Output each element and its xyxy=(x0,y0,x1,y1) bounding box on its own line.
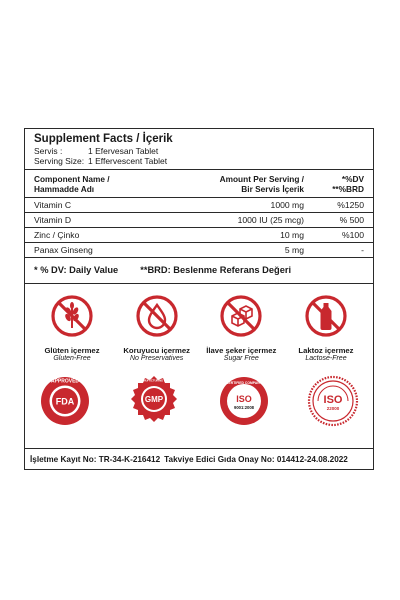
icon-title: Koruyucu içermez xyxy=(123,346,190,355)
table-header xyxy=(25,170,373,198)
iso-9001-badge xyxy=(218,375,270,427)
fda-text: FDA xyxy=(55,396,75,407)
serving-en xyxy=(34,156,364,166)
gmp-text: GMP xyxy=(145,395,164,404)
col-amount-line1: Amount Per Serving / xyxy=(219,174,304,184)
serving-en-label: Serving Size: xyxy=(34,156,85,166)
iso-22000-badge xyxy=(307,375,359,427)
sugar-cubes-icon xyxy=(219,294,263,338)
icon-title: Laktoz içermez xyxy=(298,346,354,355)
row-dv: %1250 xyxy=(337,200,364,210)
certification-badges xyxy=(25,363,373,427)
iso9001-text: ISO xyxy=(235,394,252,404)
serving-tr-value: 1 Efervesan Tablet xyxy=(88,146,159,156)
iso22000-text: ISO xyxy=(323,394,343,406)
label-title: Supplement Facts / İçerik xyxy=(34,133,173,145)
serving-tr-label: Servis : xyxy=(34,146,63,156)
gmp-badge xyxy=(128,375,180,427)
row-name: Panax Ginseng xyxy=(34,245,93,255)
legend-brd: **BRD: Beslenme Referans Değeri xyxy=(140,265,292,275)
row-amount: 5 mg xyxy=(284,245,304,255)
row-dv: - xyxy=(361,245,364,255)
col-dv-line1: *%DV xyxy=(341,174,364,184)
fda-approved-badge xyxy=(39,375,91,427)
approval-no: Takviye Edici Gıda Onay No: 014412-24.08.2022 xyxy=(164,454,348,464)
row-name: Vitamin D xyxy=(34,215,72,225)
iso9001-sub-text: 9001:2008 xyxy=(233,405,254,410)
row-name: Zinc / Çinko xyxy=(34,230,80,240)
col-amount-line2: Bir Servis İçerik xyxy=(241,184,304,194)
table-row xyxy=(25,213,373,228)
gluten-free xyxy=(33,294,111,363)
free-from-icons xyxy=(25,284,373,363)
business-registration-no: İşletme Kayıt No: TR-34-K-216412 xyxy=(30,454,161,464)
supplement-facts-label xyxy=(24,128,374,470)
col-component-line2: Hammadde Adı xyxy=(34,184,95,194)
label-header xyxy=(25,129,373,170)
droplet-icon xyxy=(135,294,179,338)
icon-subtitle: Sugar Free xyxy=(223,355,259,362)
col-component xyxy=(34,174,184,194)
table-row xyxy=(25,243,373,258)
icon-subtitle: Lactose-Free xyxy=(305,355,347,362)
col-dv-line2: **%BRD xyxy=(332,184,364,194)
no-preservatives xyxy=(118,294,196,363)
iso9001-ring-text: CERTIFIED COMPANY xyxy=(225,381,262,385)
registration-footer xyxy=(25,448,373,469)
legend-dv: * % DV: Daily Value xyxy=(34,265,119,275)
table-row xyxy=(25,198,373,213)
row-amount: 1000 IU (25 mcg) xyxy=(237,215,304,225)
iso22000-sub-text: 22000 xyxy=(326,406,340,411)
table-row xyxy=(25,228,373,243)
icon-subtitle: No Preservatives xyxy=(130,355,184,362)
icon-subtitle: Gluten-Free xyxy=(53,355,91,362)
sugar-free xyxy=(202,294,280,363)
fda-ring-text: APPROVED xyxy=(50,378,80,385)
legend xyxy=(25,258,373,284)
milk-bottle-icon xyxy=(304,294,348,338)
icon-title: İlave şeker içermez xyxy=(206,346,277,355)
row-amount: 1000 mg xyxy=(270,200,304,210)
row-dv: %100 xyxy=(342,230,364,240)
row-dv: % 500 xyxy=(339,215,364,225)
row-amount: 10 mg xyxy=(280,230,304,240)
row-name: Vitamin C xyxy=(34,200,72,210)
col-amount xyxy=(184,174,304,194)
gmp-ring-text: GOOD MANUFACTURING PRACTICE xyxy=(130,379,178,383)
col-component-line1: Component Name / xyxy=(34,174,110,184)
serving-tr xyxy=(34,146,364,156)
icon-title: Glüten içermez xyxy=(44,346,100,355)
lactose-free xyxy=(287,294,365,363)
serving-en-value: 1 Effervescent Tablet xyxy=(88,156,168,166)
wheat-icon xyxy=(50,294,94,338)
col-dv xyxy=(304,174,364,194)
